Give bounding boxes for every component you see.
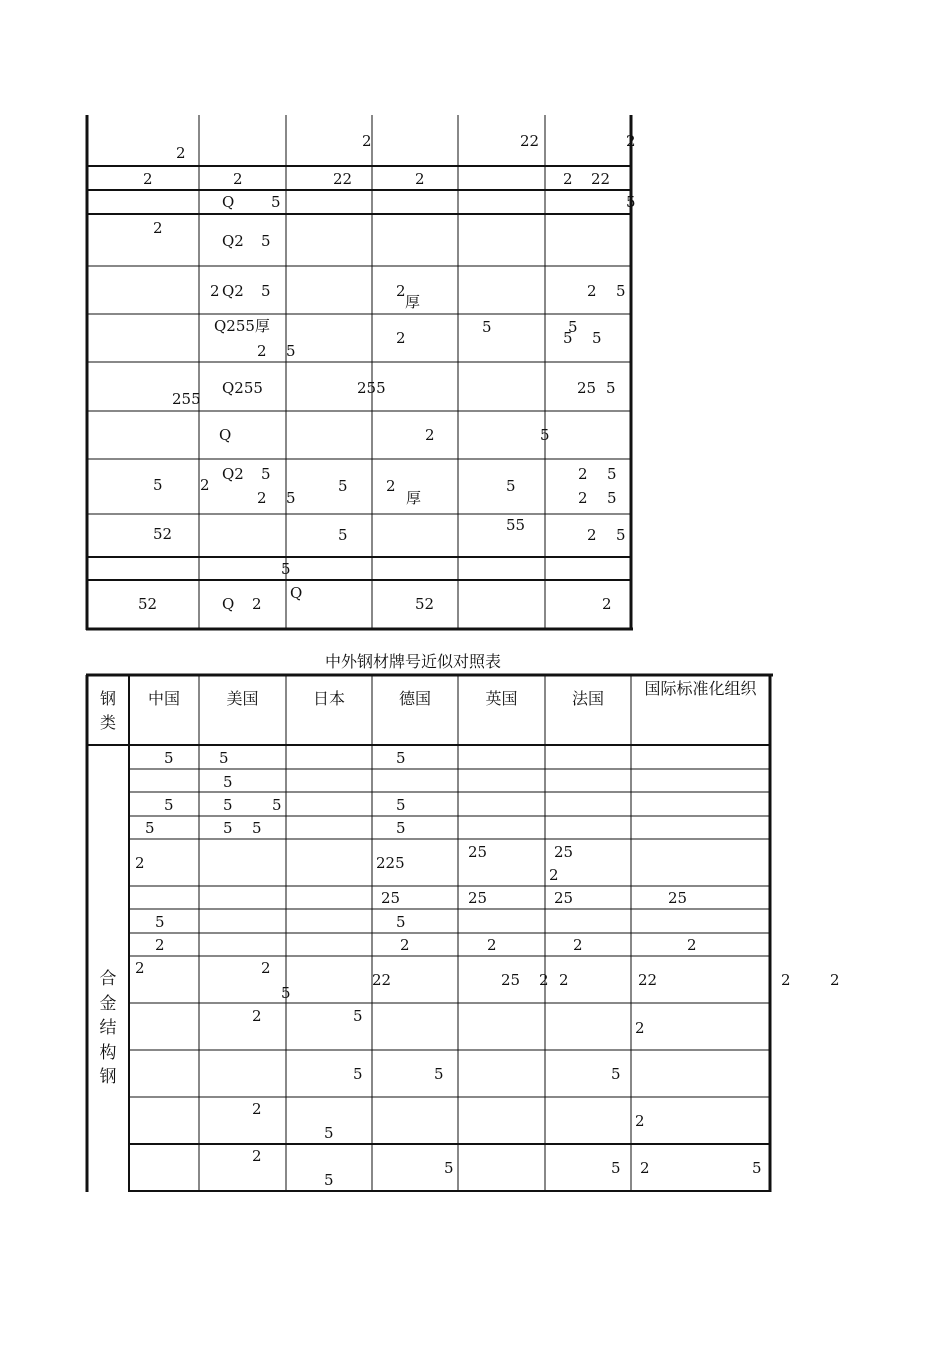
cell-fragment: 2 (155, 936, 165, 954)
cell-fragment: 2 (143, 170, 153, 188)
cell-fragment: 5 (611, 1065, 621, 1083)
cell-fragment: 2 (602, 595, 612, 613)
cell-fragment: 22 (372, 971, 392, 989)
cell-fragment: 5 (286, 489, 296, 507)
cell-fragment: 5 (272, 796, 282, 814)
cell-fragment: 25 (554, 889, 574, 907)
cell-fragment: 2 (135, 959, 145, 977)
cell-fragment: 5 (563, 329, 573, 347)
cell-fragment: 5 (223, 796, 233, 814)
cell-fragment: Q2 (222, 282, 244, 300)
cell-fragment: 5 (271, 193, 281, 211)
header-uk: 英国 (485, 689, 518, 708)
cell-fragment: 5 (353, 1007, 363, 1025)
cell-fragment: 5 (353, 1065, 363, 1083)
table-title: 中外钢材牌号近似对照表 (325, 652, 502, 671)
cell-fragment: 2 (587, 526, 597, 544)
cell-fragment: 2 (640, 1159, 650, 1177)
cell-fragment: 2 (233, 170, 243, 188)
cell-fragment: 5 (286, 342, 296, 360)
cell-fragment: 22 (638, 971, 658, 989)
cell-fragment: 2 (400, 936, 410, 954)
cell-fragment: 2 (135, 854, 145, 872)
cell-fragment: 55 (506, 516, 526, 534)
cell-fragment: 5 (592, 329, 602, 347)
cell-fragment: 2 (559, 971, 569, 989)
cell-fragment: Q (222, 193, 235, 211)
cell-fragment: 2 (257, 489, 267, 507)
cell-fragment: 25 (554, 843, 574, 861)
cell-fragment: 255 (172, 390, 201, 408)
cell-fragment: 2 (200, 476, 210, 494)
cell-fragment: 5 (153, 476, 163, 494)
cell-fragment: 5 (611, 1159, 621, 1177)
cell-fragment: 5 (568, 318, 578, 336)
cell-fragment: 2 (261, 959, 271, 977)
cell-fragment: 2 (252, 1007, 262, 1025)
cell-fragment: 22 (520, 132, 540, 150)
cell-fragment: 5 (281, 560, 291, 578)
cell-fragment: Q (222, 595, 235, 613)
cell-fragment: 25 (668, 889, 688, 907)
cell-fragment: 5 (338, 477, 348, 495)
cell-fragment: Q2 (222, 232, 244, 250)
cell-fragment: 2 (176, 144, 186, 162)
cell-fragment: 52 (153, 525, 173, 543)
cell-fragment: 25 (577, 379, 597, 397)
cell-fragment: 25 (381, 889, 401, 907)
cell-fragment: 52 (138, 595, 158, 613)
cell-fragment: Q (219, 426, 232, 444)
header-steel-type (89, 687, 127, 735)
cell-fragment: 5 (396, 749, 406, 767)
cell-fragment: 2 (549, 866, 559, 884)
cell-fragment: 5 (396, 819, 406, 837)
cell-fragment: 2 (781, 971, 791, 989)
cell-fragment: 5 (261, 282, 271, 300)
cell-fragment: 5 (396, 913, 406, 931)
cell-fragment: 2 (487, 936, 497, 954)
cell-fragment: 5 (145, 819, 155, 837)
cell-fragment: 2 (396, 282, 406, 300)
header-iso: 国际标准化组织 (644, 679, 757, 698)
cell-fragment: 5 (606, 379, 616, 397)
cell-fragment: 5 (616, 526, 626, 544)
cell-fragment: 5 (219, 749, 229, 767)
cell-fragment: 5 (324, 1171, 334, 1189)
cell-fragment: 5 (252, 819, 262, 837)
cell-fragment: 2 (563, 170, 573, 188)
cell-fragment: 25 (501, 971, 521, 989)
cell-fragment: 2 (539, 971, 549, 989)
cell-fragment: 225 (376, 854, 405, 872)
cell-fragment: 5 (261, 232, 271, 250)
cell-fragment: 5 (281, 984, 291, 1002)
cell-fragment: 5 (164, 796, 174, 814)
cell-fragment: 5 (444, 1159, 454, 1177)
cell-fragment: 52 (415, 595, 435, 613)
cell-fragment: 5 (540, 426, 550, 444)
cell-fragment: 5 (396, 796, 406, 814)
cell-fragment: 22 (333, 170, 353, 188)
cell-fragment: 5 (616, 282, 626, 300)
cell-fragment: 5 (752, 1159, 762, 1177)
cell-fragment: 2 (396, 329, 406, 347)
cell-fragment: 2 (153, 219, 163, 237)
cell-fragment: 2 (362, 132, 372, 150)
cell-fragment: 2 (830, 971, 840, 989)
cell-fragment: 5 (261, 465, 271, 483)
header-germany: 德国 (398, 689, 431, 708)
cell-fragment: Q255厚 (214, 317, 270, 335)
cell-fragment: 5 (223, 773, 233, 791)
cell-fragment: 22 (591, 170, 611, 188)
cell-fragment: 25 (468, 889, 488, 907)
cell-fragment: 2 (635, 1112, 645, 1130)
cell-fragment: 2 (687, 936, 697, 954)
category-label: 合金结构钢 (99, 969, 117, 1087)
cell-fragment: Q (290, 584, 303, 602)
cell-fragment: 2 (425, 426, 435, 444)
cell-fragment: 25 (468, 843, 488, 861)
header-china: 中国 (147, 689, 180, 708)
cell-fragment: 5 (626, 193, 636, 211)
cell-fragment: 2 (252, 595, 262, 613)
header-japan: 日本 (312, 689, 345, 708)
cell-fragment: 5 (607, 489, 617, 507)
cell-fragment: 5 (155, 913, 165, 931)
header-usa: 美国 (226, 689, 259, 708)
cell-fragment: 2 (257, 342, 267, 360)
cell-fragment: 5 (482, 318, 492, 336)
cell-fragment: 5 (338, 526, 348, 544)
cell-fragment: 2 (252, 1100, 262, 1118)
header-france: 法国 (571, 689, 604, 708)
cell-fragment: 5 (164, 749, 174, 767)
cell-fragment: 5 (223, 819, 233, 837)
cell-fragment: 5 (324, 1124, 334, 1142)
cell-fragment: 5 (434, 1065, 444, 1083)
cell-fragment: 2 (573, 936, 583, 954)
cell-fragment: 255 (357, 379, 386, 397)
cell-fragment: 2 (587, 282, 597, 300)
cell-fragment: 5 (506, 477, 516, 495)
cell-fragment: 2 (210, 282, 220, 300)
cell-fragment: 2 (578, 489, 588, 507)
cell-fragment: 厚 (406, 489, 422, 507)
header-label: 钢类 (99, 689, 116, 732)
cell-fragment: 2 (635, 1019, 645, 1037)
cell-fragment: 2 (252, 1147, 262, 1165)
cell-fragment: 2 (578, 465, 588, 483)
cell-fragment: Q2 (222, 465, 244, 483)
cell-fragment: 厚 (405, 293, 421, 311)
cell-fragment: 2 (626, 132, 636, 150)
cell-fragment: 2 (415, 170, 425, 188)
cell-fragment: 5 (607, 465, 617, 483)
cell-fragment: 2 (386, 477, 396, 495)
cell-fragment: Q255 (222, 379, 263, 397)
